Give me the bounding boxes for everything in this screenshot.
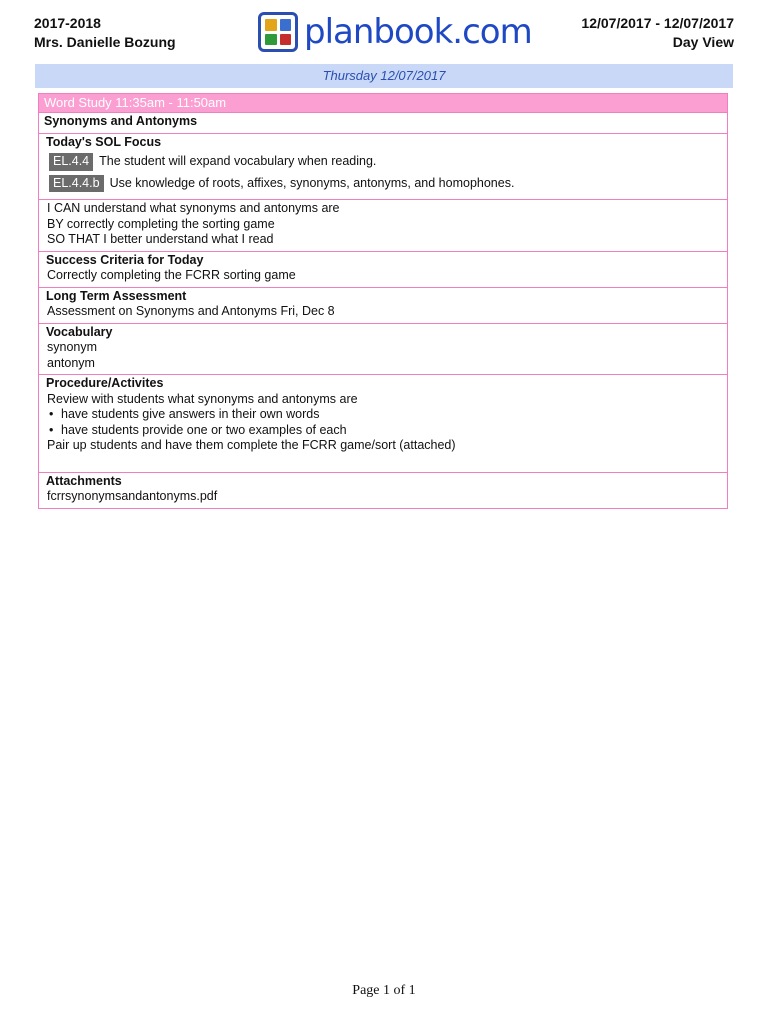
vocabulary-heading: Vocabulary <box>46 324 113 339</box>
procedure-closing: Pair up students and have them complete the FCRR game/sort (attached) <box>47 438 456 452</box>
attachments-heading: Attachments <box>46 473 122 488</box>
procedure-bullet <box>44 423 722 439</box>
vocabulary-word: synonym <box>47 340 98 354</box>
vocabulary-word: antonym <box>47 355 95 370</box>
bullet-icon: • <box>49 422 54 437</box>
school-year: 2017-2018 <box>34 15 101 31</box>
planbook-logo-icon <box>258 12 298 52</box>
objective-line: I CAN understand what synonyms and antonyms are <box>47 201 340 215</box>
view-mode: Day View <box>672 34 734 50</box>
teacher-name: Mrs. Danielle Bozung <box>34 34 176 50</box>
page-header <box>34 10 734 60</box>
assessment-section <box>39 287 727 323</box>
procedure-bullet-text: have students give answers in their own words <box>61 407 320 421</box>
procedure-intro: Review with students what synonyms and antonyms are <box>47 391 358 406</box>
standard-row <box>49 153 722 171</box>
standard-row <box>49 175 722 193</box>
standard-code-badge: EL.4.4 <box>49 153 93 171</box>
assessment-heading: Long Term Assessment <box>46 288 187 303</box>
objective-line: SO THAT I better understand what I read <box>47 232 274 246</box>
procedure-section <box>39 374 727 472</box>
standard-text: Use knowledge of roots, affixes, synonyms, antonyms, and homophones. <box>109 175 515 190</box>
lesson-time-header: Word Study 11:35am - 11:50am <box>39 94 727 112</box>
assessment-text: Assessment on Synonyms and Antonyms Fri, Dec 8 <box>47 304 335 318</box>
lesson-card <box>38 93 728 509</box>
procedure-bullet-text: have students provide one or two examples of each <box>61 422 347 437</box>
lesson-title: Synonyms and Antonyms <box>44 114 198 128</box>
date-range: 12/07/2017 - 12/07/2017 <box>581 15 734 31</box>
objective-section <box>39 199 727 251</box>
vocabulary-section <box>39 323 727 375</box>
logo-text: planbook.com <box>304 12 532 52</box>
header-right <box>581 14 734 52</box>
sol-section <box>39 133 727 200</box>
page-number: Page 1 of 1 <box>352 983 416 998</box>
objective-line: BY correctly completing the sorting game <box>47 216 275 231</box>
bullet-icon: • <box>49 407 54 421</box>
attachment-link[interactable]: fcrrsynonymsandantonyms.pdf <box>47 489 218 503</box>
attachments-section <box>39 472 727 508</box>
day-header: Thursday 12/07/2017 <box>35 64 733 88</box>
standard-code-badge: EL.4.4.b <box>49 175 104 193</box>
lesson-title-section <box>39 112 727 133</box>
sol-heading: Today's SOL Focus <box>46 134 162 149</box>
planbook-logo[interactable] <box>258 7 532 57</box>
success-criteria-heading: Success Criteria for Today <box>46 252 204 267</box>
success-criteria-section <box>39 251 727 287</box>
procedure-heading: Procedure/Activites <box>46 376 164 390</box>
standard-text: The student will expand vocabulary when reading. <box>99 154 377 168</box>
procedure-bullet <box>44 407 722 423</box>
success-criteria-text: Correctly completing the FCRR sorting game <box>47 268 296 282</box>
header-left <box>34 14 176 52</box>
